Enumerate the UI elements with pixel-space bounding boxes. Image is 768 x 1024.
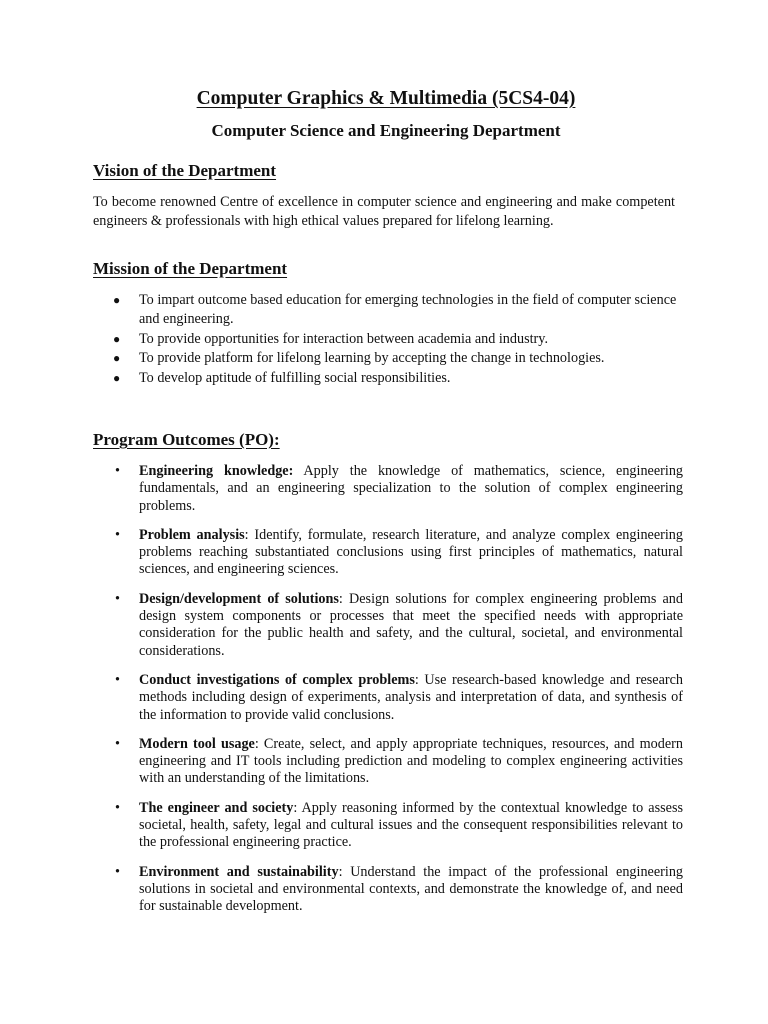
- po-item: [93, 864, 683, 916]
- vision-heading: Vision of the Department: [93, 161, 277, 180]
- mission-item: [93, 291, 683, 329]
- po-term: Problem analysis: [139, 526, 245, 543]
- po-term: The engineer and society: [139, 799, 294, 816]
- mission-list: [93, 291, 683, 388]
- mission-item: [93, 330, 683, 349]
- po-item: [93, 463, 683, 515]
- mission-item: [93, 369, 683, 388]
- po-term: Environment and sustainability: [139, 863, 339, 880]
- po-text: Apply the knowledge of mathematics, science, engineering fundamentals, and an engineering specialization to the solution of complex engineering problems.: [139, 463, 684, 514]
- mission-item-text: To impart outcome based education for emerging technologies in the field of computer science and engineering.: [139, 292, 677, 327]
- bullet-icon: •: [115, 526, 120, 543]
- bullet-icon: ●: [113, 370, 121, 385]
- mission-item-text: To provide platform for lifelong learning by accepting the change in technologies.: [139, 350, 605, 366]
- po-item: [93, 672, 683, 724]
- po-text: : Understand the impact of the professional engineering solutions in societal and environmental contexts, and demonstrate the knowledge of, and need for sustainable development.: [139, 863, 684, 915]
- bullet-icon: •: [115, 799, 120, 816]
- bullet-icon: •: [115, 863, 120, 880]
- mission-heading: Mission of the Department: [93, 259, 288, 278]
- po-item: [93, 591, 683, 660]
- bullet-icon: •: [115, 671, 120, 688]
- mission-item-text: To develop aptitude of fulfilling social responsibilities.: [139, 369, 451, 386]
- mission-item: [93, 349, 683, 368]
- po-text: : Identify, formulate, research literature, and analyze complex engineering problems reaching substantiated conclusions using first principles of mathematics, natural sciences, and engineering sciences.: [139, 526, 683, 578]
- po-item: [93, 527, 683, 579]
- po-term: Engineering knowledge:: [139, 463, 294, 479]
- bullet-icon: ●: [113, 351, 121, 365]
- bullet-icon: •: [115, 463, 120, 479]
- po-text: : Create, select, and apply appropriate techniques, resources, and modern engineering and IT tools including prediction and modeling to complex engineering activities with an understanding of the limitations.: [139, 735, 683, 787]
- vision-text: To become renowned Centre of excellence in computer science and engineering and make competent engineers & professionals with high ethical values prepared for lifelong learning.: [93, 194, 675, 229]
- po-text: : Use research-based knowledge and research methods including design of experiments, analysis and interpretation of data, and synthesis of the information to provide valid conclusions.: [139, 671, 684, 723]
- po-item: [93, 800, 683, 852]
- po-term: Conduct investigations of complex problems: [139, 671, 415, 688]
- mission-item-text: To provide opportunities for interaction between academia and industry.: [139, 330, 548, 347]
- program-outcomes-list: [93, 463, 683, 916]
- po-term: Modern tool usage: [139, 735, 255, 752]
- page-title: Computer Graphics & Multimedia (5CS4-04): [196, 88, 576, 109]
- po-term: Design/development of solutions: [139, 590, 339, 607]
- po-item: [93, 736, 683, 788]
- bullet-icon: •: [115, 590, 120, 607]
- bullet-icon: ●: [113, 293, 121, 307]
- page-subtitle: Computer Science and Engineering Department: [211, 121, 561, 140]
- bullet-icon: ●: [113, 331, 121, 346]
- po-text: : Design solutions for complex engineering problems and design system components or processes that meet the specified needs with appropriate consideration for the public health and safety, and the cultural, societal, and environmental considerations.: [139, 590, 683, 659]
- po-heading: Program Outcomes (PO):: [93, 430, 280, 449]
- bullet-icon: •: [115, 735, 120, 752]
- po-text: : Apply reasoning informed by the contextual knowledge to assess societal, health, safety, legal and cultural issues and the consequent responsibilities relevant to the professional engineering practice.: [139, 799, 683, 851]
